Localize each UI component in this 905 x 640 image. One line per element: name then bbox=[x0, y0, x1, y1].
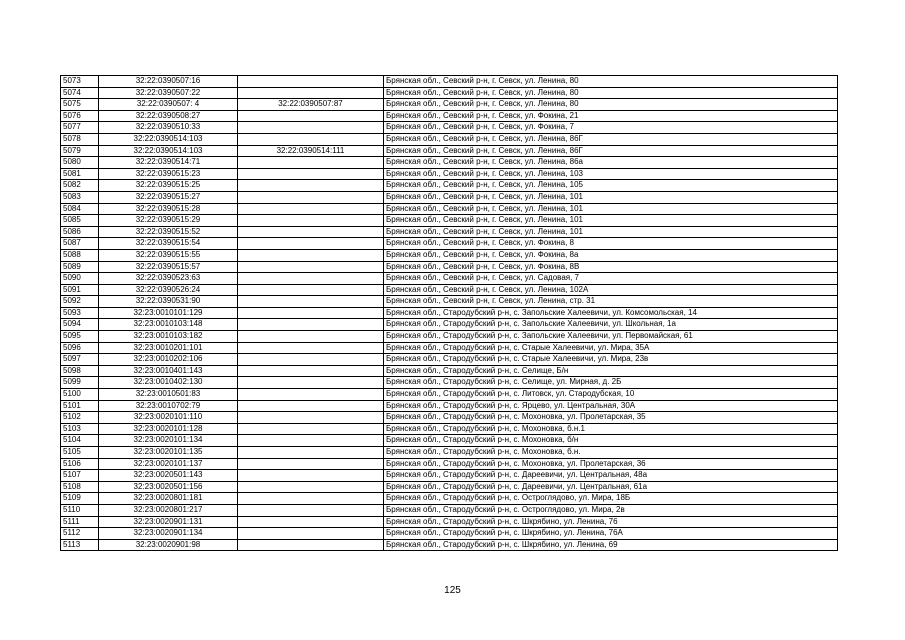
previous-cadastral-number-cell bbox=[238, 470, 384, 482]
cadastral-number-cell: 32:22:0390515:57 bbox=[99, 261, 238, 273]
cadastral-number-cell: 32:23:0010201:101 bbox=[99, 342, 238, 354]
previous-cadastral-number-cell bbox=[238, 203, 384, 215]
cadastral-number-cell: 32:23:0020801:181 bbox=[99, 493, 238, 505]
cadastral-number-cell: 32:23:0010401:143 bbox=[99, 365, 238, 377]
table-row bbox=[61, 87, 838, 99]
table-row bbox=[61, 539, 838, 551]
row-number-cell: 5075 bbox=[61, 99, 99, 111]
row-number-cell: 5088 bbox=[61, 249, 99, 261]
table-row bbox=[61, 493, 838, 505]
address-cell: Брянская обл., Стародубский р-н, с. Дареевичи, ул. Центральная, 61а bbox=[384, 481, 838, 493]
row-number-cell: 5112 bbox=[61, 528, 99, 540]
page-number: 125 bbox=[444, 585, 461, 596]
address-cell: Брянская обл., Севский р-н, г. Севск, ул. Фокина, 7 bbox=[384, 122, 838, 134]
cadastral-number-cell: 32:22:0390508:27 bbox=[99, 110, 238, 122]
address-cell: Брянская обл., Стародубский р-н, с. Мохоновка, ул. Пролетарская, 35 bbox=[384, 412, 838, 424]
previous-cadastral-number-cell bbox=[238, 168, 384, 180]
table-row bbox=[61, 226, 838, 238]
cadastral-number-cell: 32:22:0390515:54 bbox=[99, 238, 238, 250]
table-row bbox=[61, 238, 838, 250]
cadastral-number-cell: 32:23:0010101:129 bbox=[99, 307, 238, 319]
address-cell: Брянская обл., Севский р-н, г. Севск, ул. Фокина, 21 bbox=[384, 110, 838, 122]
address-cell: Брянская обл., Стародубский р-н, с. Запольские Халеевичи, ул. Первомайская, 61 bbox=[384, 331, 838, 343]
table-row bbox=[61, 528, 838, 540]
previous-cadastral-number-cell bbox=[238, 87, 384, 99]
row-number-cell: 5080 bbox=[61, 157, 99, 169]
row-number-cell: 5096 bbox=[61, 342, 99, 354]
previous-cadastral-number-cell bbox=[238, 76, 384, 88]
previous-cadastral-number-cell bbox=[238, 528, 384, 540]
table-row bbox=[61, 377, 838, 389]
cadastral-number-cell: 32:22:0390510:33 bbox=[99, 122, 238, 134]
table-row bbox=[61, 423, 838, 435]
cadastral-number-cell: 32:23:0020501:143 bbox=[99, 470, 238, 482]
table-row bbox=[61, 470, 838, 482]
address-cell: Брянская обл., Стародубский р-н, с. Запольские Халеевичи, ул. Школьная, 1а bbox=[384, 319, 838, 331]
previous-cadastral-number-cell bbox=[238, 354, 384, 366]
previous-cadastral-number-cell: 32:22:0390507:87 bbox=[238, 99, 384, 111]
previous-cadastral-number-cell bbox=[238, 249, 384, 261]
row-number-cell: 5105 bbox=[61, 447, 99, 459]
previous-cadastral-number-cell bbox=[238, 273, 384, 285]
row-number-cell: 5108 bbox=[61, 481, 99, 493]
address-cell: Брянская обл., Севский р-н, г. Севск, ул. Ленина, 86Г bbox=[384, 133, 838, 145]
table-row bbox=[61, 99, 838, 111]
row-number-cell: 5097 bbox=[61, 354, 99, 366]
table-row bbox=[61, 412, 838, 424]
row-number-cell: 5109 bbox=[61, 493, 99, 505]
cadastral-number-cell: 32:22:0390523:63 bbox=[99, 273, 238, 285]
cadastral-number-cell: 32:23:0010501:83 bbox=[99, 389, 238, 401]
cadastral-number-cell: 32:22:0390514:103 bbox=[99, 145, 238, 157]
previous-cadastral-number-cell bbox=[238, 331, 384, 343]
table-row bbox=[61, 76, 838, 88]
address-cell: Брянская обл., Стародубский р-н, с. Мохоновка, б.н.1 bbox=[384, 423, 838, 435]
row-number-cell: 5074 bbox=[61, 87, 99, 99]
address-cell: Брянская обл., Севский р-н, г. Севск, ул. Садовая, 7 bbox=[384, 273, 838, 285]
cadastral-number-cell: 32:23:0020101:137 bbox=[99, 458, 238, 470]
table-row bbox=[61, 342, 838, 354]
previous-cadastral-number-cell bbox=[238, 423, 384, 435]
row-number-cell: 5095 bbox=[61, 331, 99, 343]
cadastral-number-cell: 32:23:0020501:156 bbox=[99, 481, 238, 493]
table-row bbox=[61, 215, 838, 227]
address-cell: Брянская обл., Севский р-н, г. Севск, ул. Фокина, 8а bbox=[384, 249, 838, 261]
row-number-cell: 5089 bbox=[61, 261, 99, 273]
address-cell: Брянская обл., Стародубский р-н, с. Остроглядово, ул. Мира, 2в bbox=[384, 504, 838, 516]
address-cell: Брянская обл., Стародубский р-н, с. Старые Халеевичи, ул. Мира, 23в bbox=[384, 354, 838, 366]
table-row bbox=[61, 516, 838, 528]
previous-cadastral-number-cell bbox=[238, 319, 384, 331]
address-cell: Брянская обл., Стародубский р-н, с. Шкрябино, ул. Ленина, 76А bbox=[384, 528, 838, 540]
address-cell: Брянская обл., Стародубский р-н, с. Остроглядово, ул. Мира, 18Б bbox=[384, 493, 838, 505]
previous-cadastral-number-cell bbox=[238, 481, 384, 493]
cadastral-number-cell: 32:22:0390514:71 bbox=[99, 157, 238, 169]
address-cell: Брянская обл., Севский р-н, г. Севск, ул. Ленина, 80 bbox=[384, 99, 838, 111]
table-row bbox=[61, 157, 838, 169]
row-number-cell: 5106 bbox=[61, 458, 99, 470]
previous-cadastral-number-cell bbox=[238, 296, 384, 308]
cadastral-number-cell: 32:22:0390507:16 bbox=[99, 76, 238, 88]
previous-cadastral-number-cell bbox=[238, 516, 384, 528]
table-row bbox=[61, 122, 838, 134]
row-number-cell: 5083 bbox=[61, 191, 99, 203]
address-cell: Брянская обл., Стародубский р-н, с. Шкрябино, ул. Ленина, 76 bbox=[384, 516, 838, 528]
row-number-cell: 5092 bbox=[61, 296, 99, 308]
row-number-cell: 5098 bbox=[61, 365, 99, 377]
table-row bbox=[61, 249, 838, 261]
row-number-cell: 5101 bbox=[61, 400, 99, 412]
previous-cadastral-number-cell bbox=[238, 458, 384, 470]
row-number-cell: 5079 bbox=[61, 145, 99, 157]
table-row bbox=[61, 481, 838, 493]
previous-cadastral-number-cell bbox=[238, 284, 384, 296]
address-cell: Брянская обл., Севский р-н, г. Севск, ул. Фокина, 8В bbox=[384, 261, 838, 273]
previous-cadastral-number-cell bbox=[238, 389, 384, 401]
row-number-cell: 5087 bbox=[61, 238, 99, 250]
address-cell: Брянская обл., Стародубский р-н, с. Литовск, ул. Стародубская, 10 bbox=[384, 389, 838, 401]
cadastral-number-cell: 32:23:0020801:217 bbox=[99, 504, 238, 516]
table-row bbox=[61, 180, 838, 192]
address-cell: Брянская обл., Севский р-н, г. Севск, ул. Ленина, 101 bbox=[384, 191, 838, 203]
table-row bbox=[61, 389, 838, 401]
cadastral-number-cell: 32:23:0010202:106 bbox=[99, 354, 238, 366]
previous-cadastral-number-cell bbox=[238, 400, 384, 412]
address-cell: Брянская обл., Севский р-н, г. Севск, ул. Ленина, 80 bbox=[384, 76, 838, 88]
cadastral-number-cell: 32:22:0390507: 4 bbox=[99, 99, 238, 111]
table-row bbox=[61, 331, 838, 343]
previous-cadastral-number-cell bbox=[238, 226, 384, 238]
row-number-cell: 5103 bbox=[61, 423, 99, 435]
table-row bbox=[61, 435, 838, 447]
previous-cadastral-number-cell bbox=[238, 110, 384, 122]
cadastral-number-cell: 32:23:0020101:134 bbox=[99, 435, 238, 447]
cadastral-number-cell: 32:23:0020901:98 bbox=[99, 539, 238, 551]
previous-cadastral-number-cell bbox=[238, 447, 384, 459]
cadastral-number-cell: 32:22:0390507:22 bbox=[99, 87, 238, 99]
document-sheet bbox=[60, 75, 837, 551]
previous-cadastral-number-cell bbox=[238, 180, 384, 192]
previous-cadastral-number-cell bbox=[238, 342, 384, 354]
cadastral-number-cell: 32:23:0010402:130 bbox=[99, 377, 238, 389]
table-row bbox=[61, 400, 838, 412]
table-row bbox=[61, 296, 838, 308]
previous-cadastral-number-cell bbox=[238, 435, 384, 447]
property-registry-table bbox=[60, 75, 838, 551]
row-number-cell: 5091 bbox=[61, 284, 99, 296]
table-row bbox=[61, 458, 838, 470]
address-cell: Брянская обл., Севский р-н, г. Севск, ул. Ленина, 101 bbox=[384, 215, 838, 227]
address-cell: Брянская обл., Стародубский р-н, с. Ярцево, ул. Центральная, 30А bbox=[384, 400, 838, 412]
table-row bbox=[61, 168, 838, 180]
row-number-cell: 5100 bbox=[61, 389, 99, 401]
previous-cadastral-number-cell bbox=[238, 261, 384, 273]
cadastral-number-cell: 32:23:0020101:135 bbox=[99, 447, 238, 459]
cadastral-number-cell: 32:23:0010103:182 bbox=[99, 331, 238, 343]
previous-cadastral-number-cell bbox=[238, 377, 384, 389]
row-number-cell: 5102 bbox=[61, 412, 99, 424]
cadastral-number-cell: 32:22:0390515:28 bbox=[99, 203, 238, 215]
table-row bbox=[61, 307, 838, 319]
row-number-cell: 5085 bbox=[61, 215, 99, 227]
previous-cadastral-number-cell bbox=[238, 191, 384, 203]
row-number-cell: 5073 bbox=[61, 76, 99, 88]
cadastral-number-cell: 32:22:0390515:52 bbox=[99, 226, 238, 238]
table-row bbox=[61, 284, 838, 296]
previous-cadastral-number-cell bbox=[238, 504, 384, 516]
cadastral-number-cell: 32:23:0020101:110 bbox=[99, 412, 238, 424]
table-row bbox=[61, 261, 838, 273]
row-number-cell: 5076 bbox=[61, 110, 99, 122]
table-row bbox=[61, 365, 838, 377]
row-number-cell: 5077 bbox=[61, 122, 99, 134]
address-cell: Брянская обл., Стародубский р-н, с. Запольские Халеевичи, ул. Комсомольская, 14 bbox=[384, 307, 838, 319]
cadastral-number-cell: 32:23:0020901:134 bbox=[99, 528, 238, 540]
previous-cadastral-number-cell bbox=[238, 157, 384, 169]
previous-cadastral-number-cell bbox=[238, 238, 384, 250]
address-cell: Брянская обл., Стародубский р-н, с. Мохоновка, ул. Пролетарская, 36 bbox=[384, 458, 838, 470]
cadastral-number-cell: 32:22:0390515:55 bbox=[99, 249, 238, 261]
cadastral-number-cell: 32:22:0390515:27 bbox=[99, 191, 238, 203]
previous-cadastral-number-cell bbox=[238, 365, 384, 377]
address-cell: Брянская обл., Стародубский р-н, с. Шкрябино, ул. Ленина, 69 bbox=[384, 539, 838, 551]
row-number-cell: 5107 bbox=[61, 470, 99, 482]
address-cell: Брянская обл., Севский р-н, г. Севск, ул. Фокина, 8 bbox=[384, 238, 838, 250]
address-cell: Брянская обл., Севский р-н, г. Севск, ул. Ленина, 103 bbox=[384, 168, 838, 180]
row-number-cell: 5099 bbox=[61, 377, 99, 389]
row-number-cell: 5090 bbox=[61, 273, 99, 285]
row-number-cell: 5104 bbox=[61, 435, 99, 447]
address-cell: Брянская обл., Севский р-н, г. Севск, ул. Ленина, 80 bbox=[384, 87, 838, 99]
cadastral-number-cell: 32:22:0390526:24 bbox=[99, 284, 238, 296]
table-row bbox=[61, 133, 838, 145]
cadastral-number-cell: 32:22:0390514:103 bbox=[99, 133, 238, 145]
address-cell: Брянская обл., Стародубский р-н, с. Мохоновка, б/н bbox=[384, 435, 838, 447]
table-row bbox=[61, 447, 838, 459]
address-cell: Брянская обл., Севский р-н, г. Севск, ул. Ленина, 101 bbox=[384, 226, 838, 238]
address-cell: Брянская обл., Севский р-н, г. Севск, ул. Ленина, 86а bbox=[384, 157, 838, 169]
address-cell: Брянская обл., Стародубский р-н, с. Селище, Б/н bbox=[384, 365, 838, 377]
cadastral-number-cell: 32:23:0010702:79 bbox=[99, 400, 238, 412]
address-cell: Брянская обл., Стародубский р-н, с. Старые Халеевичи, ул. Мира, 35А bbox=[384, 342, 838, 354]
address-cell: Брянская обл., Стародубский р-н, с. Дареевичи, ул. Центральная, 48а bbox=[384, 470, 838, 482]
previous-cadastral-number-cell bbox=[238, 133, 384, 145]
table-row bbox=[61, 504, 838, 516]
cadastral-number-cell: 32:22:0390515:23 bbox=[99, 168, 238, 180]
address-cell: Брянская обл., Севский р-н, г. Севск, ул. Ленина, 102А bbox=[384, 284, 838, 296]
cadastral-number-cell: 32:23:0020101:128 bbox=[99, 423, 238, 435]
previous-cadastral-number-cell bbox=[238, 493, 384, 505]
table-row bbox=[61, 354, 838, 366]
address-cell: Брянская обл., Стародубский р-н, с. Мохоновка, б.н. bbox=[384, 447, 838, 459]
cadastral-number-cell: 32:22:0390515:29 bbox=[99, 215, 238, 227]
cadastral-number-cell: 32:22:0390531:90 bbox=[99, 296, 238, 308]
previous-cadastral-number-cell bbox=[238, 539, 384, 551]
table-row bbox=[61, 273, 838, 285]
table-row bbox=[61, 145, 838, 157]
row-number-cell: 5093 bbox=[61, 307, 99, 319]
row-number-cell: 5084 bbox=[61, 203, 99, 215]
row-number-cell: 5078 bbox=[61, 133, 99, 145]
table-row bbox=[61, 191, 838, 203]
address-cell: Брянская обл., Севский р-н, г. Севск, ул. Ленина, 86Г bbox=[384, 145, 838, 157]
table-row bbox=[61, 110, 838, 122]
table-row bbox=[61, 319, 838, 331]
row-number-cell: 5082 bbox=[61, 180, 99, 192]
cadastral-number-cell: 32:22:0390515:25 bbox=[99, 180, 238, 192]
previous-cadastral-number-cell bbox=[238, 412, 384, 424]
row-number-cell: 5094 bbox=[61, 319, 99, 331]
row-number-cell: 5110 bbox=[61, 504, 99, 516]
address-cell: Брянская обл., Стародубский р-н, с. Селище, ул. Мирная, д. 2Б bbox=[384, 377, 838, 389]
row-number-cell: 5081 bbox=[61, 168, 99, 180]
table-body bbox=[61, 76, 838, 551]
cadastral-number-cell: 32:23:0020901:131 bbox=[99, 516, 238, 528]
address-cell: Брянская обл., Севский р-н, г. Севск, ул. Ленина, стр. 31 bbox=[384, 296, 838, 308]
previous-cadastral-number-cell bbox=[238, 307, 384, 319]
previous-cadastral-number-cell: 32:22:0390514:111 bbox=[238, 145, 384, 157]
row-number-cell: 5111 bbox=[61, 516, 99, 528]
cadastral-number-cell: 32:23:0010103:148 bbox=[99, 319, 238, 331]
table-row bbox=[61, 203, 838, 215]
previous-cadastral-number-cell bbox=[238, 122, 384, 134]
row-number-cell: 5086 bbox=[61, 226, 99, 238]
previous-cadastral-number-cell bbox=[238, 215, 384, 227]
address-cell: Брянская обл., Севский р-н, г. Севск, ул. Ленина, 101 bbox=[384, 203, 838, 215]
row-number-cell: 5113 bbox=[61, 539, 99, 551]
address-cell: Брянская обл., Севский р-н, г. Севск, ул. Ленина, 105 bbox=[384, 180, 838, 192]
